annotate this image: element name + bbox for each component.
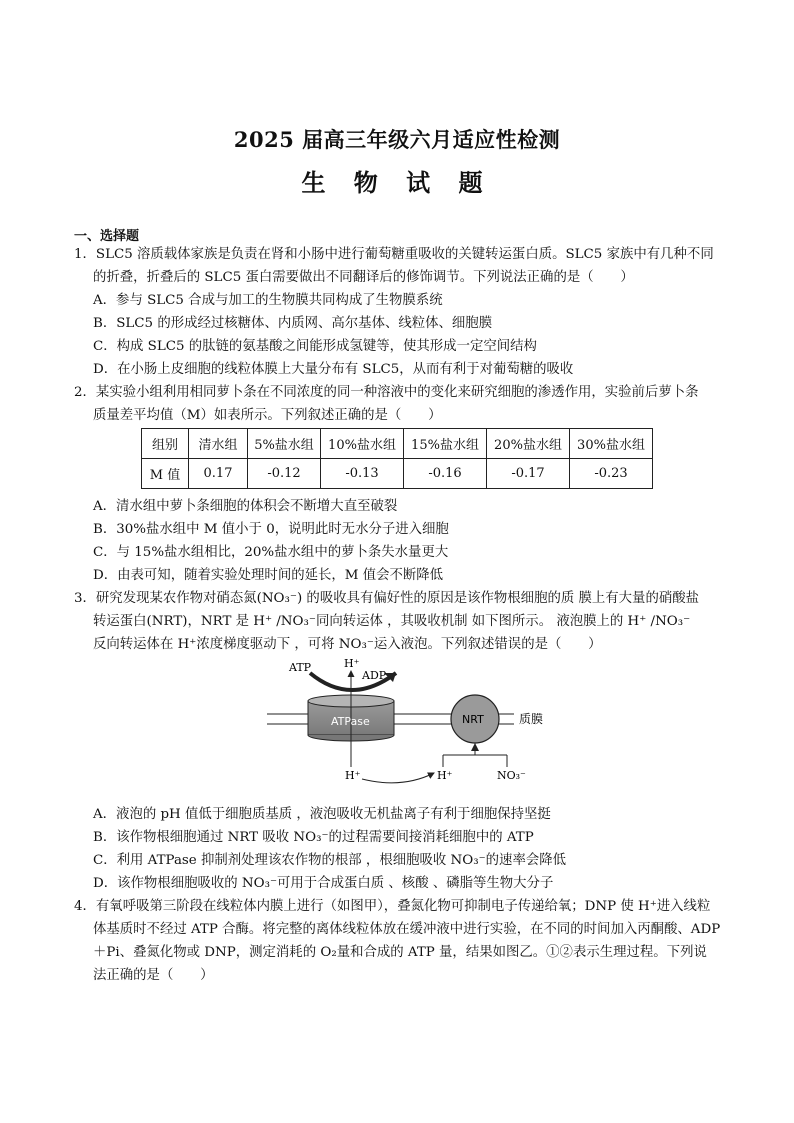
table-cell: M 值 — [142, 459, 189, 489]
adp-label: ADP — [362, 669, 387, 682]
table-cell: -0.16 — [404, 459, 487, 489]
q3-option-b: B．该作物根细胞通过 NRT 吸收 NO₃⁻的过程需要间接消耗细胞中的 ATP — [93, 830, 534, 845]
exam-title: 2025 届高三年级六月适应性检测 — [233, 127, 561, 152]
q2-option-b: B．30%盐水组中 M 值小于 0，说明此时无水分子进入细胞 — [93, 522, 449, 537]
nrt-label: NRT — [462, 713, 484, 726]
q2-option-d: D．由表可知，随着实验处理时间的延长，M 值会不断降低 — [93, 568, 444, 583]
h-right-label: H⁺ — [437, 769, 453, 782]
h-top-label: H⁺ — [344, 657, 360, 670]
q2-stem-line2: 质量差平均值（M）如表所示。下列叙述正确的是（ ） — [93, 408, 442, 423]
q2-option-c: C．与 15%盐水组相比，20%盐水组中的萝卜条失水量更大 — [93, 545, 449, 560]
atpase-label: ATPase — [331, 715, 370, 728]
table-header-cell: 10%盐水组 — [321, 429, 404, 459]
transport-mechanism-diagram — [262, 655, 552, 790]
membrane-label: 质膜 — [519, 712, 544, 726]
q1-stem-line2: 的折叠，折叠后的 SLC5 蛋白需要做出不同翻译后的修饰调节。下列说法正确的是（ ） — [93, 270, 634, 285]
h-gradient-arrow — [362, 773, 434, 783]
atp-label: ATP — [289, 661, 312, 674]
q2-stem-line1: 2．某实验小组利用相同萝卜条在不同浓度的同一种溶液中的变化来研究细胞的渗透作用，实验前后萝卜条 — [74, 385, 699, 400]
q3-stem-line3: 反向转运体在 H⁺浓度梯度驱动下 ，可将 NO₃⁻运入液泡。下列叙述错误的是（ ） — [93, 637, 602, 652]
table-header-cell: 30%盐水组 — [570, 429, 653, 459]
table-header-cell: 清水组 — [189, 429, 248, 459]
q1-option-c: C．构成 SLC5 的肽链的氨基酸之间能形成氢键等，使其形成一定空间结构 — [93, 339, 537, 354]
table-header-cell: 15%盐水组 — [404, 429, 487, 459]
table-cell: -0.12 — [248, 459, 321, 489]
table-header-cell: 组别 — [142, 429, 189, 459]
q4-stem-line4: 法正确的是（ ） — [93, 968, 214, 983]
q3-stem-line2: 转运蛋白(NRT)，NRT 是 H⁺ /NO₃⁻同向转运体 ，其吸收机制 如下图所示。 液泡膜上的 H⁺ /NO₃⁻ — [93, 614, 691, 629]
q1-stem-line1: 1．SLC5 溶质载体家族是负责在肾和小肠中进行葡萄糖重吸收的关键转运蛋白质。SLC5 家族中有几种不同 — [74, 247, 714, 262]
table-row — [142, 459, 653, 489]
section-heading: 一、选择题 — [74, 229, 140, 244]
table-cell: 0.17 — [189, 459, 248, 489]
q1-option-a: A．参与 SLC5 合成与加工的生物膜共同构成了生物膜系统 — [93, 293, 443, 308]
q1-option-d: D．在小肠上皮细胞的线粒体膜上大量分布有 SLC5，从而有利于对葡萄糖的吸收 — [93, 362, 574, 377]
table-cell: -0.13 — [321, 459, 404, 489]
q4-stem-line2: 体基质时不经过 ATP 合酶。将完整的离体线粒体放在缓冲液中进行实验，在不同的时间加入丙酮酸、ADP — [93, 922, 721, 937]
q3-option-a: A．液泡的 pH 值低于细胞质基质 ，液泡吸收无机盐离子有利于细胞保持坚挺 — [93, 807, 551, 822]
table-cell: -0.17 — [487, 459, 570, 489]
table-cell: -0.23 — [570, 459, 653, 489]
no3-label: NO₃⁻ — [497, 769, 526, 782]
exam-subtitle: 生 物 试 题 — [301, 168, 493, 197]
table-header-cell: 20%盐水组 — [487, 429, 570, 459]
table-header-row — [142, 429, 653, 459]
q3-option-d: D．该作物根细胞吸收的 NO₃⁻可用于合成蛋白质 、核酸 、磷脂等生物大分子 — [93, 876, 554, 891]
q3-stem-line1: 3．研究发现某农作物对硝态氮(NO₃⁻) 的吸收具有偏好性的原因是该作物根细胞的质 膜上有大量的硝酸盐 — [74, 591, 700, 606]
h-left-label: H⁺ — [345, 769, 361, 782]
q2-option-a: A．清水组中萝卜条细胞的体积会不断增大直至破裂 — [93, 499, 398, 514]
q1-option-b: B．SLC5 的形成经过核糖体、内质网、高尔基体、线粒体、细胞膜 — [93, 316, 493, 331]
osmosis-data-table — [141, 428, 653, 489]
q4-stem-line1: 4．有氧呼吸第三阶段在线粒体内膜上进行（如图甲），叠氮化物可抑制电子传递给氧；DNP 使 H⁺进入线粒 — [74, 899, 711, 914]
q3-option-c: C．利用 ATPase 抑制剂处理该农作物的根部 ，根细胞吸收 NO₃⁻的速率会降低 — [93, 853, 567, 868]
table-header-cell: 5%盐水组 — [248, 429, 321, 459]
nrt-arrowhead — [471, 743, 479, 751]
q4-stem-line3: ＋Pi、叠氮化物或 DNP，测定消耗的 O₂量和合成的 ATP 量，结果如图乙。①②表示生理过程。下列说 — [93, 945, 707, 960]
